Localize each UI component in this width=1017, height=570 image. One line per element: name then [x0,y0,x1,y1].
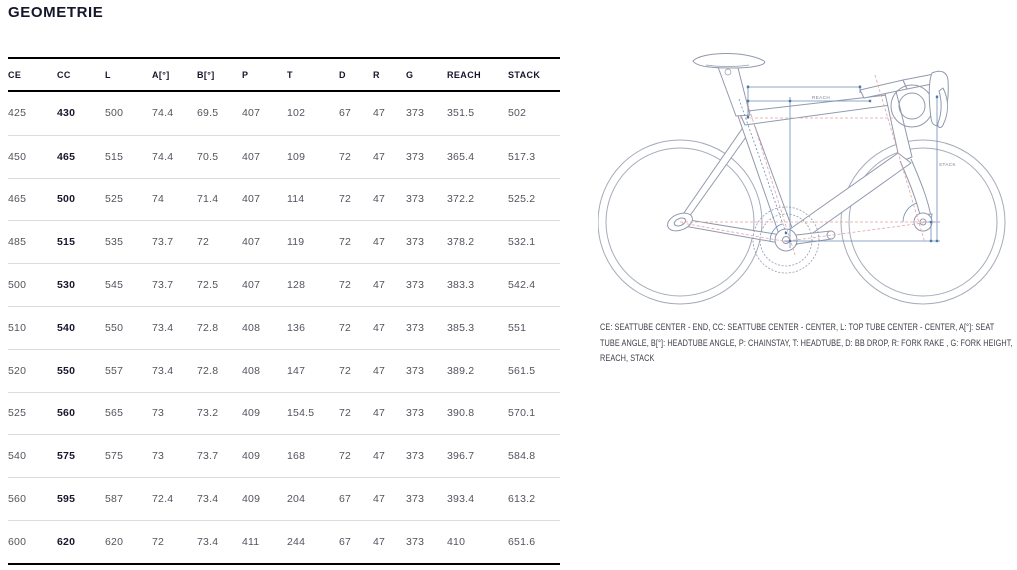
cell-d: 72 [339,364,352,377]
table-row [8,92,560,135]
cell-cc: 575 [57,450,76,463]
cell-g: 373 [406,321,425,334]
cell-b-deg: 73.4 [197,493,219,506]
cell-b-deg: 72.8 [197,321,219,334]
cell-cc: 550 [57,364,76,377]
col-header-t: T [287,69,293,80]
cell-ce: 425 [8,107,27,120]
cell-r: 47 [373,150,386,163]
cell-stack: 542.4 [508,279,536,292]
cell-t: 119 [287,236,305,249]
cell-r: 47 [373,535,386,548]
table-header-row [8,59,560,92]
cell-ce: 465 [8,193,27,206]
table-row [8,178,560,221]
table-row [8,306,560,349]
col-header-reach: REACH [447,69,482,80]
col-header-cc: CC [57,69,71,80]
cell-ce: 485 [8,236,27,249]
cell-a-deg: 72 [152,535,165,548]
col-header-a-deg: A[°] [152,69,170,80]
cell-l: 565 [105,407,124,420]
cell-ce: 510 [8,321,27,334]
cell-b-deg: 72.5 [197,279,219,292]
cell-t: 136 [287,321,306,334]
cell-stack: 584.8 [508,450,536,463]
cell-b-deg: 73.4 [197,535,219,548]
cell-b-deg: 70.5 [197,150,219,163]
cell-reach: 372.2 [447,193,475,206]
cell-g: 373 [406,279,425,292]
cell-a-deg: 72.4 [152,493,174,506]
geometry-table-body [8,92,560,563]
cell-reach: 390.8 [447,407,475,420]
cell-a-deg: 74.4 [152,107,174,120]
col-header-p: P [242,69,249,80]
cell-d: 72 [339,150,352,163]
cell-reach: 393.4 [447,493,475,506]
cell-b-deg: 73.7 [197,450,219,463]
cell-t: 109 [287,150,306,163]
stack-dimension-label: STACK [939,162,956,167]
cell-cc: 540 [57,321,76,334]
cell-ce: 525 [8,407,27,420]
cell-g: 373 [406,364,425,377]
cell-r: 47 [373,236,386,249]
cell-p: 407 [242,236,261,249]
diagram-legend: CE: SEATTUBE CENTER - END, CC: SEATTUBE CENTER - CENTER, L: TOP TUBE CENTER - CENTER, A[°]: SEAT TUBE ANGLE, B[°]: HEADTUBE ANGLE, P: CHAINSTAY, T: HEADTUBE, D: BB DROP, R: FORK RAKE , G: FORK HEIGHT, REACH, STACK [600,322,1013,365]
cell-r: 47 [373,279,386,292]
cell-t: 147 [287,364,306,377]
cell-t: 168 [287,450,306,463]
cell-stack: 651.6 [508,535,536,548]
cell-p: 407 [242,107,261,120]
col-header-stack: STACK [508,69,541,80]
cell-d: 67 [339,107,352,120]
cell-t: 204 [287,493,306,506]
cell-d: 72 [339,321,352,334]
cell-l: 545 [105,279,124,292]
col-header-b-deg: B[°] [197,69,215,80]
table-row [8,263,560,306]
geometry-table [8,57,560,565]
cell-t: 244 [287,535,306,548]
table-row [8,220,560,263]
cell-r: 47 [373,321,386,334]
cell-r: 47 [373,364,386,377]
cell-l: 515 [105,150,124,163]
cell-l: 620 [105,535,124,548]
cell-a-deg: 73 [152,407,165,420]
table-row [8,434,560,477]
cell-t: 128 [287,279,306,292]
cell-a-deg: 73.4 [152,364,174,377]
cell-d: 72 [339,450,352,463]
cell-d: 72 [339,279,352,292]
cell-stack: 525.2 [508,193,536,206]
cell-t: 114 [287,193,305,206]
cell-cc: 500 [57,193,76,206]
cell-p: 411 [242,535,260,548]
cell-stack: 613.2 [508,493,536,506]
cell-p: 407 [242,150,261,163]
cell-l: 575 [105,450,124,463]
cell-a-deg: 74.4 [152,150,174,163]
cell-stack: 570.1 [508,407,536,420]
bike-geometry-diagram [598,33,1017,317]
col-header-r: R [373,69,380,80]
cell-b-deg: 72.8 [197,364,219,377]
cell-p: 409 [242,407,261,420]
cell-g: 373 [406,236,425,249]
cell-l: 587 [105,493,124,506]
cell-l: 525 [105,193,124,206]
cell-r: 47 [373,407,386,420]
page-title: GEOMETRIE [8,4,104,21]
cell-a-deg: 73 [152,450,165,463]
cell-b-deg: 72 [197,236,210,249]
cell-l: 535 [105,236,124,249]
cell-reach: 389.2 [447,364,475,377]
cell-reach: 410 [447,535,466,548]
table-row [8,520,560,563]
cell-p: 408 [242,321,261,334]
cell-ce: 520 [8,364,27,377]
cell-a-deg: 73.7 [152,236,174,249]
cell-b-deg: 73.2 [197,407,219,420]
cell-t: 154.5 [287,407,315,420]
cell-ce: 540 [8,450,27,463]
cell-g: 373 [406,150,425,163]
cell-reach: 396.7 [447,450,475,463]
cell-g: 373 [406,450,425,463]
table-row [8,392,560,435]
cell-d: 72 [339,193,352,206]
cell-g: 373 [406,493,425,506]
cell-p: 409 [242,493,261,506]
cell-stack: 551 [508,321,527,334]
cell-b-deg: 69.5 [197,107,219,120]
cell-reach: 385.3 [447,321,475,334]
cell-r: 47 [373,107,386,120]
cell-r: 47 [373,450,386,463]
col-header-g: G [406,69,414,80]
cell-p: 407 [242,193,261,206]
cell-ce: 560 [8,493,27,506]
cell-a-deg: 74 [152,193,165,206]
cell-g: 373 [406,535,425,548]
cell-p: 407 [242,279,261,292]
cell-reach: 378.2 [447,236,475,249]
cell-r: 47 [373,493,386,506]
cell-g: 373 [406,107,425,120]
col-header-l: L [105,69,111,80]
cell-d: 72 [339,407,352,420]
cell-cc: 620 [57,535,76,548]
table-row [8,349,560,392]
cell-p: 409 [242,450,261,463]
cell-g: 373 [406,193,425,206]
cell-l: 550 [105,321,124,334]
cell-ce: 500 [8,279,27,292]
cell-reach: 383.3 [447,279,475,292]
cell-r: 47 [373,193,386,206]
cell-d: 67 [339,493,352,506]
cell-b-deg: 71.4 [197,193,219,206]
cell-stack: 517.3 [508,150,536,163]
bike-diagram-svg [598,33,1017,317]
cell-l: 500 [105,107,124,120]
cell-p: 408 [242,364,261,377]
reach-dimension-label: REACH [812,95,831,100]
cell-l: 557 [105,364,124,377]
col-header-d: D [339,69,346,80]
cell-stack: 532.1 [508,236,536,249]
cell-cc: 465 [57,150,76,163]
table-row [8,135,560,178]
cell-ce: 450 [8,150,27,163]
saddle [693,53,765,116]
col-header-ce: CE [8,69,22,80]
cell-stack: 561.5 [508,364,536,377]
cell-cc: 560 [57,407,76,420]
cell-cc: 515 [57,236,76,249]
cell-d: 67 [339,535,352,548]
cell-t: 102 [287,107,306,120]
cell-cc: 430 [57,107,76,120]
cell-cc: 530 [57,279,76,292]
cell-a-deg: 73.4 [152,321,174,334]
cell-reach: 365.4 [447,150,475,163]
cell-reach: 351.5 [447,107,475,120]
cell-a-deg: 73.7 [152,279,174,292]
cell-ce: 600 [8,535,27,548]
cell-g: 373 [406,407,425,420]
cell-d: 72 [339,236,352,249]
cell-cc: 595 [57,493,76,506]
table-row [8,477,560,520]
cell-stack: 502 [508,107,527,120]
